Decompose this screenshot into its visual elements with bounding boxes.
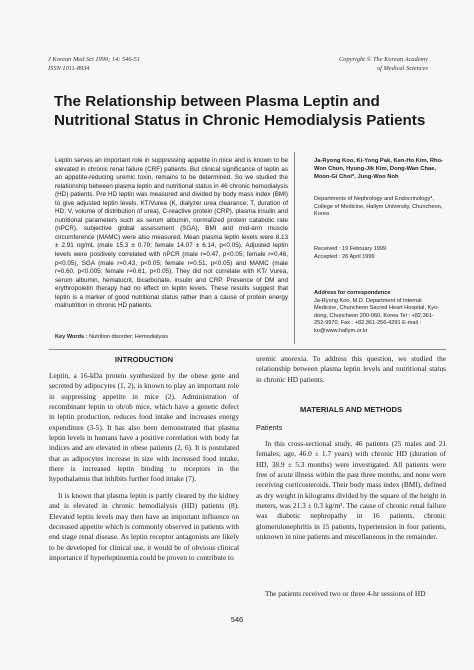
dates bbox=[314, 246, 444, 261]
intro-paragraph-2: It is known that plasma leptin is partly cleared by the kidney and is elevated in chronic hemodialysis (HD) patients (8). Elevated leptin levels may then have an important influence on decreased appetite which is commonly observed in patients with end stage renal disease. As leptin receptor antagonists are likely to be developed for clinical use, it would be of obvious clinical importance if hyperleptinemia could be proven to contribute to bbox=[49, 491, 239, 563]
keywords-label: Key Words : bbox=[55, 334, 88, 340]
correspondence-details: Ja-Ryong Koo, M.D. Department of Internal Medicine, Chuncheon Sacred Heart Hospital, Kyo-dong, Chuncheon 200-060, Korea Tel : +82.361-252-9970, Fax : +82.361-256-4291 E-mail : ko@www.hallym.or.kr bbox=[314, 297, 439, 334]
author-list: Ja-Ryong Koo, Ki-Yong Pak, Ken-Ho Kim, Rho-Won Chun, Hyung-Jik Kim, Dong-Wan Chae, Moon-Gi Choi*, Jung-Woo Noh bbox=[314, 158, 444, 180]
received-date: Received : 19 February 1999 bbox=[314, 246, 387, 252]
intro-paragraph-1: Leptin, a 16-kDa protein synthesized by the obese gene and secreted by adipocytes (1, 2), is known to play an important role in suppressing appetite in mice (2). Administration of recombinant leptin to ob/ob mice, which have a genetic defect in leptin production, reduces food intake and increases energy expenditure (3-5). It has also been demonstrated that plasma leptin levels in humans have a positive correlation with body fat indices and are elevated in obese patients (2, 6). It is postulated that as adipocytes increase in size with increased food intake, there is increased leptin binding to receptors in the hypothalamus that inhibits further food intake (7). bbox=[49, 371, 239, 484]
page-number: 546 bbox=[230, 615, 244, 624]
abstract-text: Leptin serves an important role in suppressing appetite in mice and is known to be elevated in chronic renal failure (CRF) patients. But clinical significance of leptin as an appetite-reducing uremic toxin, remains to be determined. So we studied the relationship between plasma leptin and nutritional status in 46 chronic hemodialysis (HD) patients. Pre HD leptin was measured and divided by body mass index (BMI) to give adjusted leptin levels. KT/Vurea (K, dialyzer urea clearance; T, duration of HD; V, volume of distribution of urea), C-reactive protein (CRP), plasma insulin and nutritional parameters such as serum albumin, normalized protein catabolic rate (nPCR), subjective global assessment (SGA), BMI and mid-arm muscle circumference (MAMC) were also measured. Mean plasma leptin levels were 8.13 ± 2.91 ng/mL (male 15.3 ± 0.70; female 14.07 ± 6.14, p<0.05). Adjusted leptin levels were positively correlated with nPCR (male r=0.47, p<0.05; female r=0.46, p<0.05), SGA (male r=0.43, p<0.05; female r=0.51, p<0.05) and MAMC (male r=0.60, p<0.005; female r=0.61, p<0.05). They did not correlate with KT/ Vurea, serum albumin, hematocrit, bicarbonate, insulin and CRP. Presence of DM and erythropoietin therapy had no effect on leptin levels. These results suggest that leptin is a marker of good nutritional status rather than a cause of protein energy malnutrition in chronic HD patients. bbox=[55, 157, 288, 310]
journal-citation bbox=[48, 56, 140, 73]
issn-line: ISSN 1011-8934 bbox=[48, 64, 90, 72]
copyright-line: Copyright © The Korean Academy bbox=[339, 56, 428, 63]
patients-paragraph-1: In this cross-sectional study, 46 patients (25 males and 21 females; age, 46.0 ± 1.7 years) with chronic HD (duration of HD, 38.9 ± 5.3 months) were investigated. All patients were free of acute illness within the past three months, and none were receiving corticosteroids. Their body mass index (BMI), defined as dry weight in kilograms divided by the square of the height in meters, was 21.3 ± 0.3 kg/m². The cause of chronic renal failure was diabetic nephropathy in 16 patients, chronic glomerulonephritis in 15 patients, hypertension in four patients, unknown in nine patients and miscellaneous in the remainder. bbox=[256, 439, 446, 542]
copyright-notice bbox=[339, 56, 428, 73]
methods-heading: MATERIALS AND METHODS bbox=[299, 405, 403, 414]
accepted-date: Accepted : 26 April 1999 bbox=[314, 253, 375, 260]
correspondence-heading: Address for correspondence bbox=[314, 290, 391, 296]
copyright-line-2: of Medical Sciences bbox=[376, 64, 428, 72]
journal-line: J Korean Med Sci 1999; 14: 546-51 bbox=[48, 56, 141, 63]
introduction-heading: INTRODUCTION bbox=[114, 355, 174, 364]
patients-paragraph-2: The patients received two or three 4-hr sessions of HD bbox=[265, 589, 426, 598]
divider bbox=[49, 349, 446, 350]
patients-subheading: Patients bbox=[256, 423, 283, 432]
keywords-value: Nutrition disorder; Hemodialysis bbox=[89, 334, 169, 340]
keywords bbox=[55, 334, 288, 340]
intro-continuation: uremic anorexia. To address this question, we studied the relationship between plasma leptin levels and nutritional status in chronic HD patients. bbox=[256, 354, 446, 384]
affiliation: Departments of Nephrology and Endocrinology*, College of Medicine, Hallym University, Chuncheon, Korea bbox=[314, 196, 443, 218]
correspondence bbox=[314, 290, 444, 336]
paper-title: The Relationship between Plasma Leptin and Nutritional Status in Chronic Hemodialysis Patients bbox=[54, 93, 426, 129]
